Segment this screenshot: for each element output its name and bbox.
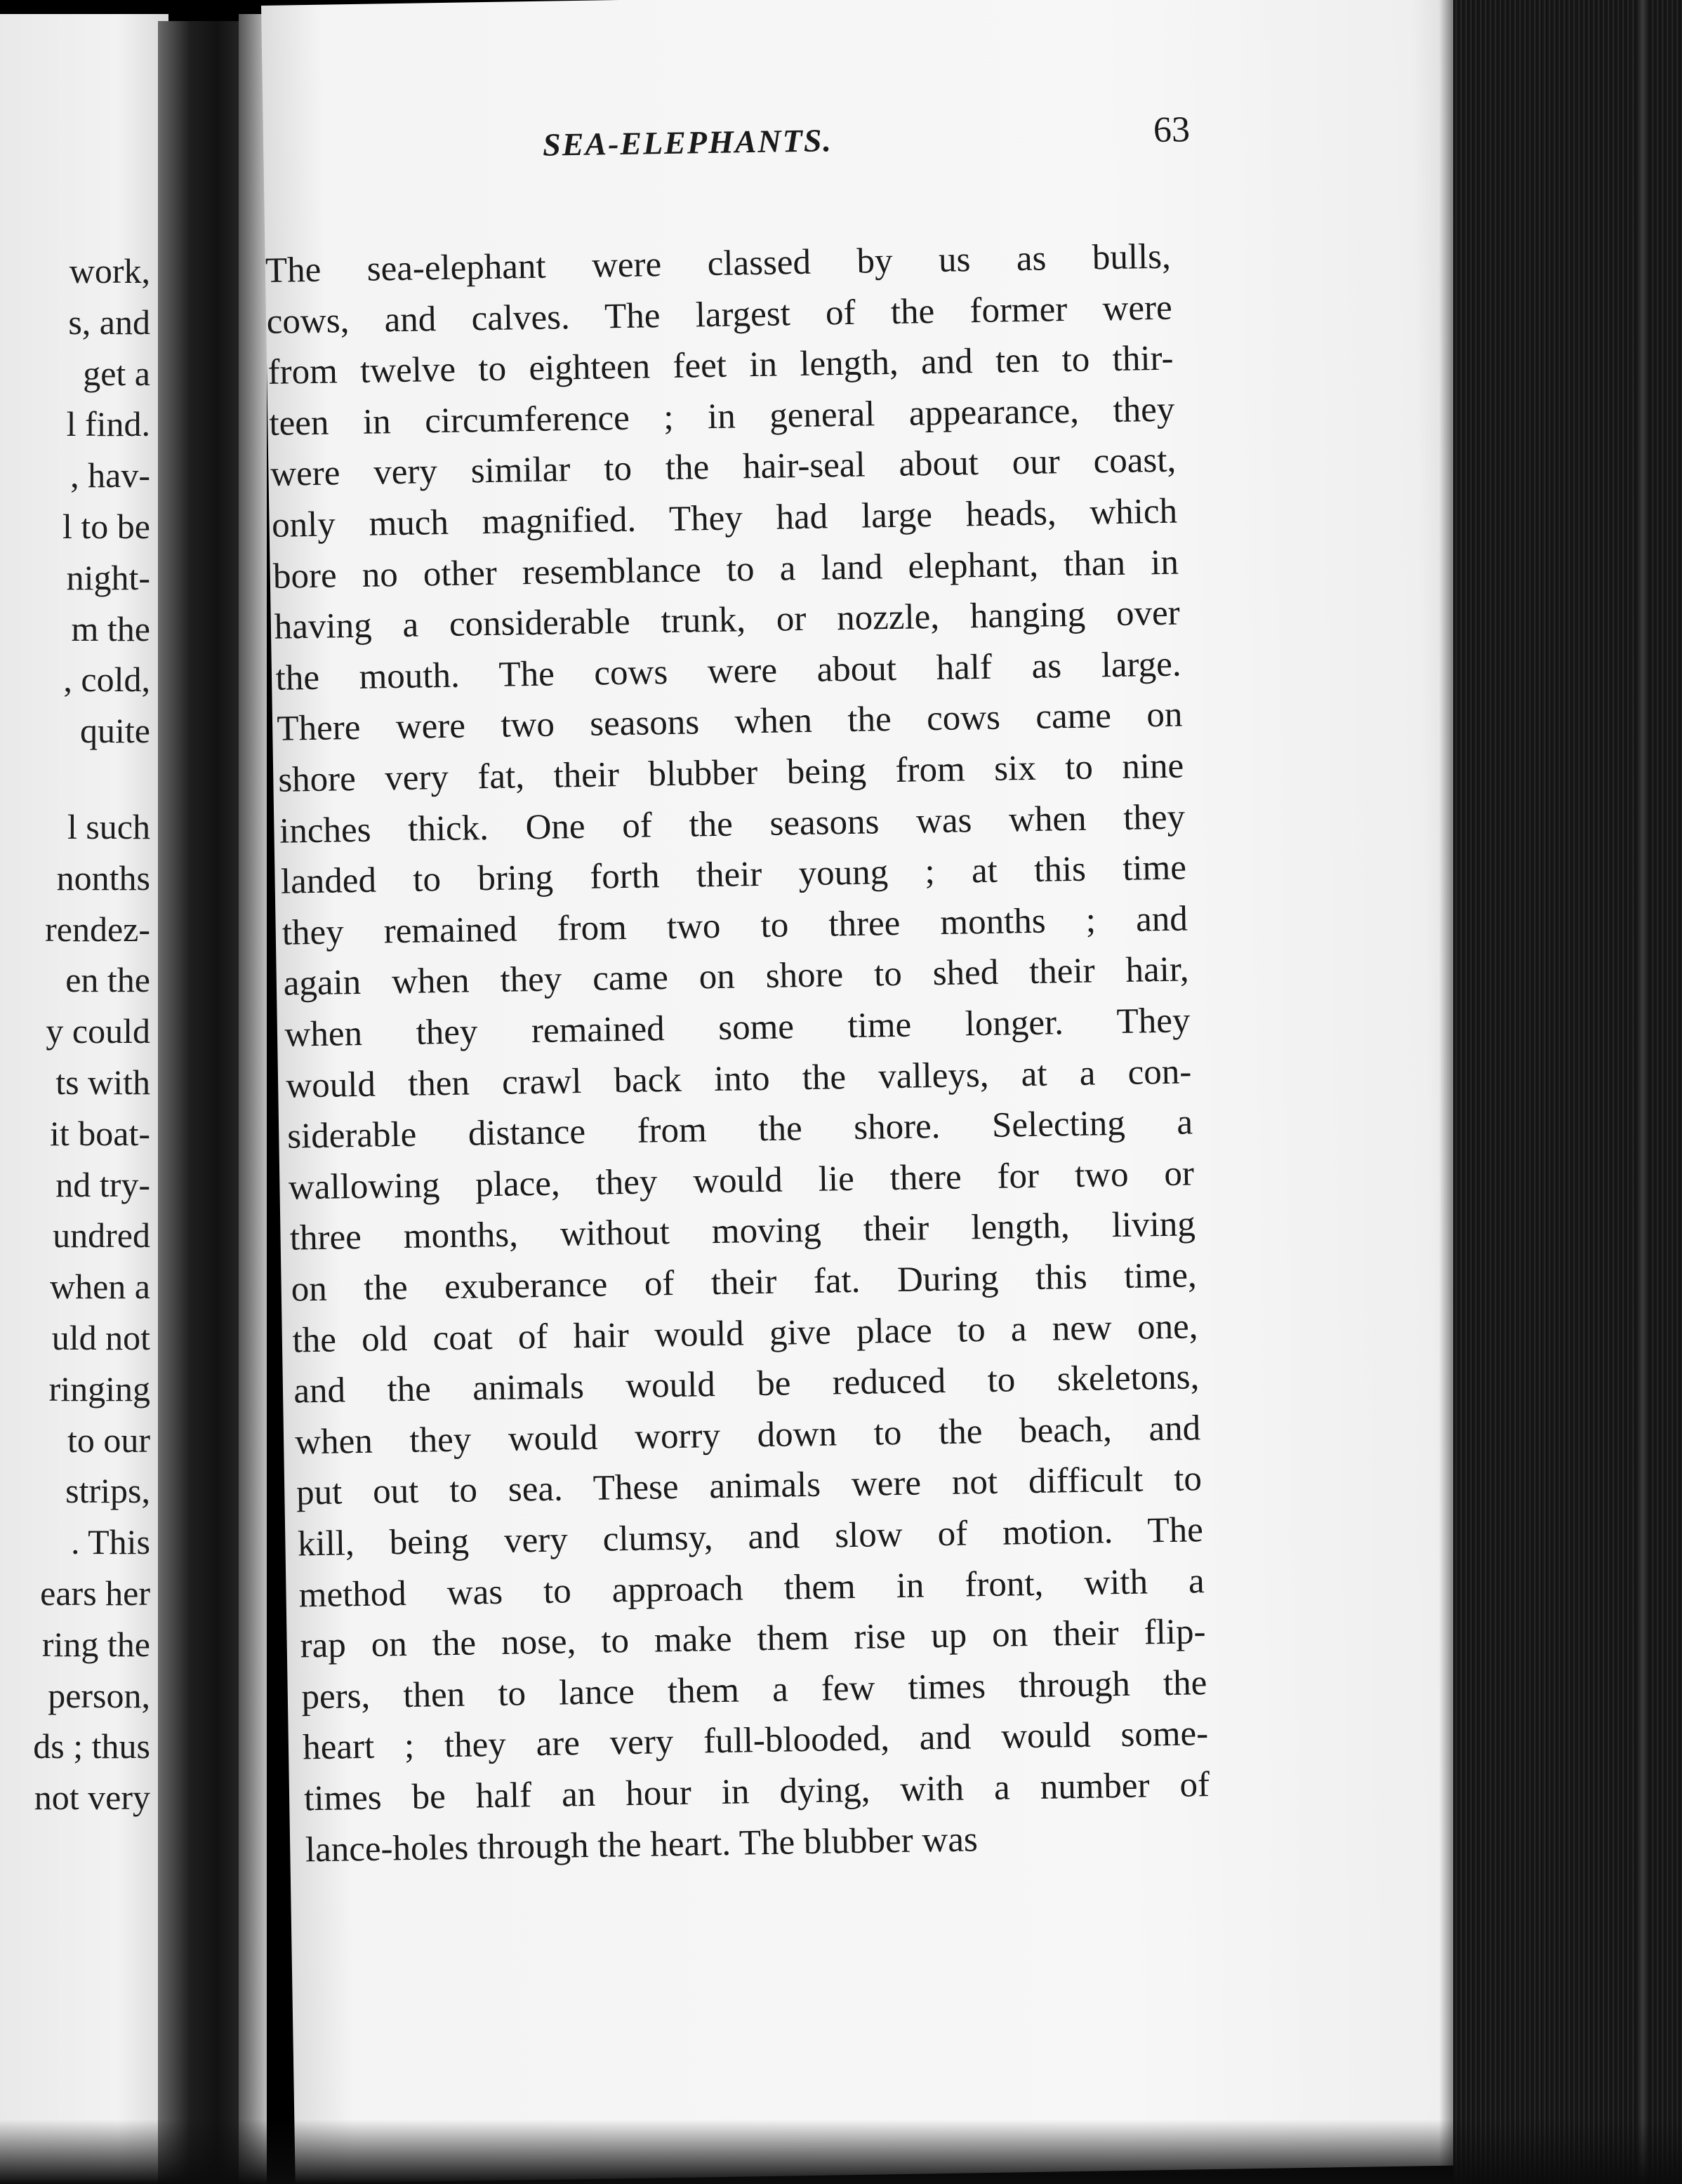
facing-page-fragment: l such bbox=[67, 806, 150, 846]
page-block-highlight bbox=[1636, 0, 1650, 2184]
facing-page-fragment: quite bbox=[80, 711, 150, 751]
facing-page-fragment: person, bbox=[48, 1675, 150, 1715]
text-line: when they would worry down to the beach, and bbox=[294, 1409, 1201, 1463]
text-line: The sea-elephant were classed by us as bulls, bbox=[265, 237, 1172, 291]
facing-page-fragment: nd try- bbox=[55, 1164, 150, 1204]
facing-page-fragment: ringing bbox=[48, 1369, 150, 1409]
facing-page-fragment: s, and bbox=[68, 302, 150, 342]
text-line: bore no other resemblance to a land elephant, than in bbox=[272, 542, 1179, 597]
facing-page-fragment: . This bbox=[71, 1522, 150, 1562]
text-line: on the exuberance of their fat. During this time, bbox=[291, 1256, 1198, 1310]
facing-page-fragment: work, bbox=[69, 251, 150, 291]
text-line: again when they came on shore to shed their hair, bbox=[283, 950, 1189, 1004]
facing-page-fragment: ears her bbox=[40, 1573, 150, 1613]
text-line: three months, without moving their length, living bbox=[289, 1204, 1196, 1258]
facing-page-fragment: en the bbox=[65, 960, 150, 1000]
facing-page-fragment: , hav- bbox=[70, 455, 150, 495]
text-line: teen in circumference ; in general appearance, they bbox=[269, 389, 1175, 444]
text-line: and the animals would be reduced to skeletons, bbox=[293, 1357, 1200, 1411]
facing-page-fragment: l to be bbox=[62, 506, 150, 546]
text-line: having a considerable trunk, or nozzle, hanging over bbox=[274, 593, 1181, 647]
facing-page-fragment: to our bbox=[67, 1420, 150, 1460]
facing-page-text-fragments bbox=[33, 246, 150, 1823]
text-line: landed to bring forth their young ; at this time bbox=[280, 848, 1187, 902]
text-line: times be half an hour in dying, with a number of bbox=[303, 1765, 1210, 1819]
text-line: rap on the nose, to make them rise up on their flip- bbox=[300, 1612, 1206, 1666]
book-page bbox=[261, 0, 1492, 2184]
facing-page-fragment: get a bbox=[83, 353, 150, 393]
facing-page-fragment: strips, bbox=[65, 1471, 150, 1511]
facing-page-fragment: l find. bbox=[66, 404, 150, 444]
text-line: only much magnified. They had large heads, which bbox=[271, 491, 1178, 545]
text-line: cows, and calves. The largest of the former were bbox=[266, 288, 1173, 342]
gutter-edge bbox=[239, 14, 267, 2184]
paragraph-gap bbox=[33, 757, 150, 801]
text-line: siderable distance from the shore. Selecting a bbox=[286, 1103, 1193, 1157]
text-line: heart ; they are very full-blooded, and would some- bbox=[302, 1714, 1209, 1768]
facing-page-fragment: m the bbox=[71, 608, 150, 648]
text-line: lance-holes through the heart. The blubber was bbox=[305, 1819, 979, 1870]
facing-page-fragment: undred bbox=[53, 1216, 150, 1256]
bottom-shadow bbox=[0, 2119, 1682, 2184]
text-line: the mouth. The cows were about half as large. bbox=[275, 644, 1181, 698]
text-line: wallowing place, they would lie there for two or bbox=[288, 1154, 1195, 1208]
facing-page-left bbox=[0, 14, 168, 2184]
text-line: There were two seasons when the cows came on bbox=[277, 695, 1183, 750]
text-line: from twelve to eighteen feet in length, and ten to thir- bbox=[267, 338, 1174, 393]
text-line: pers, then to lance them a few times through the bbox=[301, 1663, 1207, 1717]
text-line: kill, being very clumsy, and slow of motion. The bbox=[297, 1510, 1204, 1564]
text-line: method was to approach them in front, with a bbox=[298, 1561, 1205, 1616]
facing-page-fragment: rendez- bbox=[45, 909, 150, 949]
text-line: were very similar to the hair-seal about our coast, bbox=[270, 441, 1177, 495]
text-line: would then crawl back into the valleys, at a con- bbox=[285, 1051, 1192, 1106]
facing-page-fragment: y could bbox=[46, 1011, 150, 1051]
text-line: shore very fat, their blubber being from six to nine bbox=[277, 746, 1184, 800]
text-line: they remained from two to three months ; and bbox=[282, 899, 1188, 953]
page-number: 63 bbox=[1153, 109, 1191, 151]
facing-page-fragment: uld not bbox=[51, 1317, 150, 1357]
facing-page-fragment: ring the bbox=[41, 1624, 150, 1664]
facing-page-fragment: ds ; thus bbox=[33, 1726, 150, 1766]
facing-page-fragment: night- bbox=[66, 557, 150, 597]
facing-page-fragment: nonths bbox=[56, 858, 150, 898]
text-line: the old coat of hair would give place to a new one, bbox=[292, 1306, 1198, 1361]
facing-page-fragment: when a bbox=[50, 1267, 150, 1307]
facing-page-fragment: ts with bbox=[55, 1062, 150, 1102]
text-line: put out to sea. These animals were not difficult to bbox=[296, 1459, 1203, 1513]
running-head: SEA-ELEPHANTS. bbox=[542, 122, 833, 163]
body-text bbox=[265, 227, 1462, 1870]
facing-page-fragment: , cold, bbox=[63, 660, 150, 700]
text-line: inches thick. One of the seasons was when they bbox=[279, 797, 1186, 851]
gutter-shadow bbox=[158, 21, 249, 2184]
facing-page-fragment: not very bbox=[34, 1778, 150, 1818]
text-line: when they remained some time longer. They bbox=[284, 1001, 1191, 1055]
facing-page-fragment: it boat- bbox=[49, 1113, 150, 1153]
